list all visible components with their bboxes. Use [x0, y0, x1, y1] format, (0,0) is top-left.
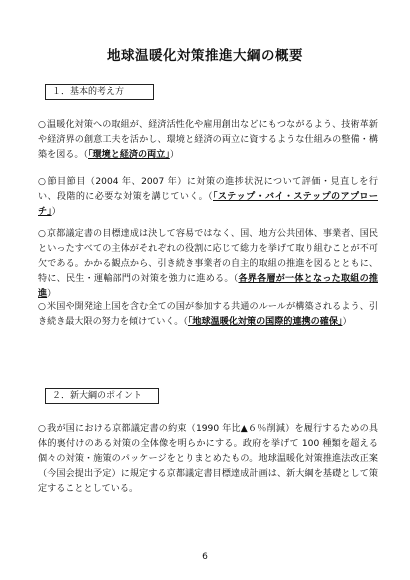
paragraph-international [38, 300, 378, 330]
paragraph-text: 京都議定書の目標達成は決して容易ではなく、国、地方公共団体、事業者、国民といったすべての主体がそれぞれの役割に応じて総力を挙げて取り組むことが不可欠である。かかる観点から、引き続き事業者の自主的取組の推進を図るとともに、特に、民生・運輸部門の対策を強力に進める。（ [38, 229, 378, 284]
paragraph-text: 米国や開発途上国を含む全ての国が参加する共通のルールが構築されるよう、引き続き最大限の努力を傾けていく。（ [38, 302, 378, 327]
paragraph-emphasis: 「地球温暖化対策の国際的連携の確保」 [187, 317, 343, 327]
bullet-circle: ○ [38, 424, 47, 434]
section-heading-new-outline-points: ２．新大綱のポイント [45, 388, 159, 404]
section-heading-basic-approach: １．基本的考え方 [45, 84, 154, 100]
paragraph-step-by-step [38, 175, 378, 220]
bullet-circle: ○ [38, 120, 47, 130]
paragraph-text: 我が国における京都議定書の約束（1990 年比▲６％削減）を履行するための具体的裏付けのある対策の全体像を明らかにする。政府を挙げて 100 種類を超える個々の対策・施策のパッケージをとりまとめたもの。地球温暖化対策推進法改正案（今国会提出予定）に規定する京都議定書目標達成計画は、新大綱を基礎として策定することとしている。 [38, 424, 379, 494]
bullet-circle: ○ [38, 177, 47, 187]
paragraph-tail: ） [342, 317, 352, 327]
bullet-circle: ○ [38, 229, 47, 239]
paragraph-emphasis: 「環境と経済の両立」 [88, 150, 170, 160]
paragraph-text: 温暖化対策への取組が、経済活性化や雇用創出などにもつながるよう、技術革新や経済界の創意工夫を活かし、環境と経済の両立に資するような仕組みの整備・構築を図る。（ [38, 120, 378, 160]
page-title: 地球温暖化対策推進大綱の概要 [107, 48, 303, 64]
paragraph-emphasis: 「ステップ・バイ・ステップのアプローチ」 [38, 192, 378, 217]
paragraph-all-sectors [38, 227, 378, 302]
paragraph-emphasis: 各界各層が一体となった取組の推進 [38, 274, 378, 299]
paragraph-tail: ） [51, 207, 61, 217]
paragraph-text: 節目節目（2004 年、2007 年）に対策の進捗状況について評価・見直しを行い、段階的に必要な対策を講じていく。（ [38, 177, 378, 202]
paragraph-tail: ） [47, 289, 57, 299]
bullet-circle: ○ [38, 302, 47, 312]
page-number: 6 [202, 552, 208, 562]
paragraph-tail: ） [169, 150, 179, 160]
paragraph-kyoto-commitment [38, 422, 378, 497]
paragraph-economy-environment [38, 118, 378, 163]
